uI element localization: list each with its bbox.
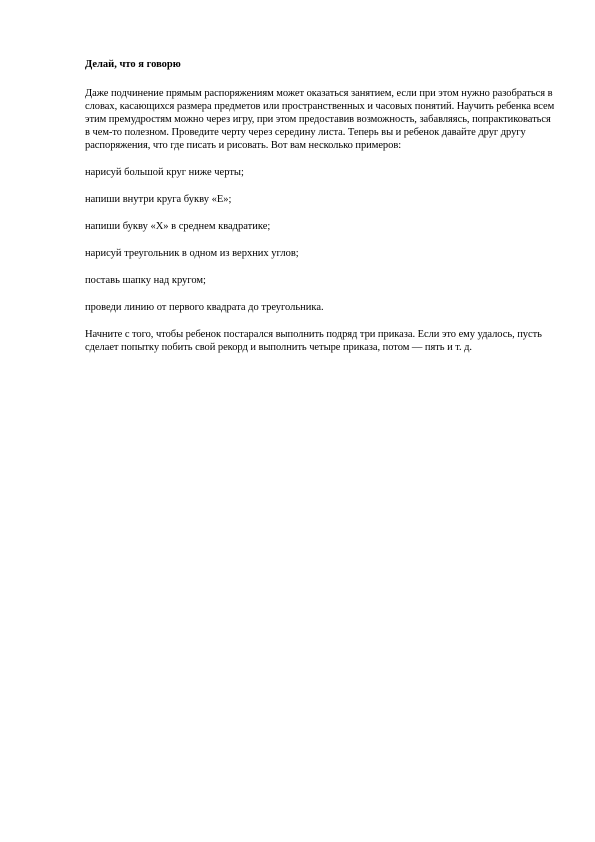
closing-paragraph: Начните с того, чтобы ребенок постарался выполнить подряд три приказа. Если это ему удалось, пусть сделает попытку побить свой рекорд и выполнить четыре приказа, потом — пять и т. д. [85,329,542,353]
instruction-item: напиши внутри круга букву «Е»; [85,194,232,205]
instruction-item: поставь шапку над кругом; [85,275,206,286]
instruction-item: нарисуй треугольник в одном из верхних углов; [85,248,299,259]
document-title: Делай, что я говорю [85,59,181,70]
intro-paragraph: Даже подчинение прямым распоряжениям может оказаться занятием, если при этом нужно разобраться в словах, касающихся размера предметов или пространственных и часовых понятий. Научить ребенка всем этим премудростям можно через игру, при этом предоставив возможность, забавляясь, попрактиковаться в чем-то полезном. Проведите черту через середину листа. Теперь вы и ребенок давайте друг другу распоряжения, что где писать и рисовать. Вот вам несколько примеров: [85,88,555,151]
instruction-item: проведи линию от первого квадрата до треугольника. [85,302,324,313]
document-body [85,58,555,368]
instruction-item: нарисуй большой круг ниже черты; [85,167,244,178]
instruction-item: напиши букву «Х» в среднем квадратике; [85,221,271,232]
